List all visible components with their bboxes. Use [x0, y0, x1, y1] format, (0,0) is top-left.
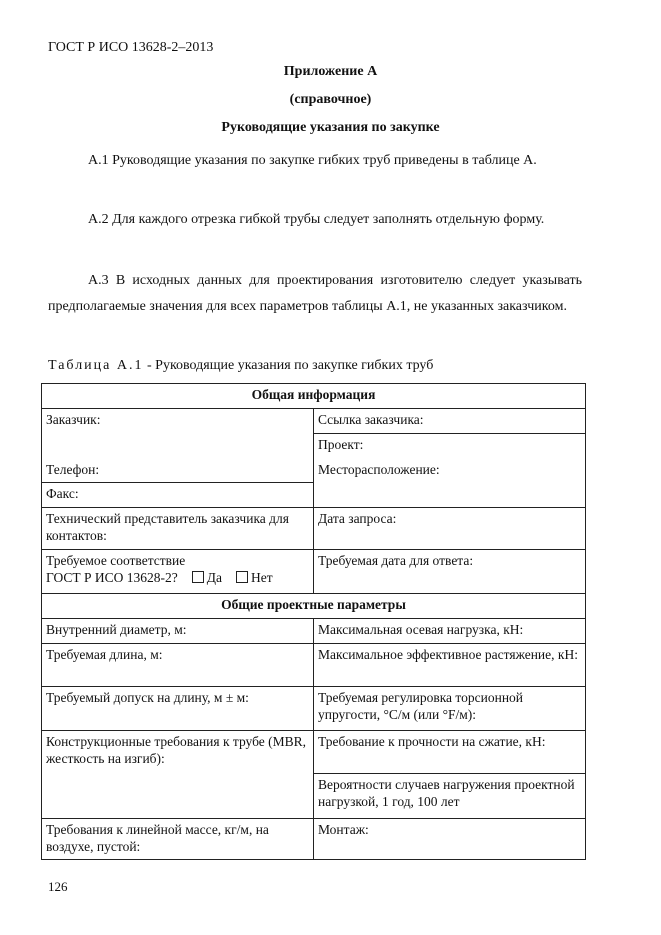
phone-cell: Телефон: [42, 459, 314, 483]
appendix-title: Приложение А [283, 64, 378, 79]
compliance-label: Требуемое соответствие [46, 553, 186, 568]
section-general-info: Общая информация [42, 384, 586, 409]
table-caption [48, 358, 433, 374]
project-cell: Проект: [314, 434, 586, 459]
inner-diameter-cell: Внутренний диаметр, м: [42, 619, 314, 644]
load-probability-cell: Вероятности случаев нагружения проектной нагрузкой, 1 год, 100 лет [314, 774, 586, 819]
max-axial-load-cell: Максимальная осевая нагрузка, кН: [314, 619, 586, 644]
customer-cell: Заказчик: [42, 409, 314, 459]
length-tolerance-cell: Требуемый допуск на длину, м ± м: [42, 687, 314, 731]
table-caption-prefix: Таблица А.1 [48, 358, 144, 373]
yes-checkbox[interactable] [192, 571, 204, 583]
no-label: Нет [250, 570, 273, 585]
section-design-params: Общие проектные параметры [42, 594, 586, 619]
paragraph-a2: А.2 Для каждого отрезка гибкой трубы следует заполнять отдельную форму. [88, 212, 545, 227]
max-effective-tension-cell: Максимальное эффективное растяжение, кН: [314, 644, 586, 687]
yes-label: Да [206, 570, 222, 585]
appendix-subtitle: (справочное) [289, 92, 372, 107]
location-cell: Месторасположение: [314, 459, 586, 508]
page-number: 126 [48, 879, 68, 894]
crush-strength-cell: Требование к прочности на сжатие, кН: [314, 731, 586, 774]
linear-mass-cell: Требования к линейной массе, кг/м, на воздухе, пустой: [42, 819, 314, 860]
table-caption-text: - Руководящие указания по закупке гибких труб [143, 358, 434, 373]
document-header: ГОСТ Р ИСО 13628-2–2013 [48, 40, 214, 55]
response-date-cell: Требуемая дата для ответа: [314, 550, 586, 594]
compliance-cell [42, 550, 314, 594]
required-length-cell: Требуемая длина, м: [42, 644, 314, 687]
appendix-heading: Руководящие указания по закупке [221, 120, 440, 135]
compliance-standard: ГОСТ Р ИСО 13628-2? [46, 570, 178, 585]
installation-cell: Монтаж: [314, 819, 586, 860]
structural-requirements-cell: Конструкционные требования к трубе (MBR, жесткость на изгиб): [42, 731, 314, 819]
procurement-table [41, 383, 586, 860]
paragraph-a1: А.1 Руководящие указания по закупке гибких труб приведены в таблице А. [88, 153, 537, 168]
customer-ref-cell: Ссылка заказчика: [314, 409, 586, 434]
no-checkbox[interactable] [236, 571, 248, 583]
paragraph-a3: А.3 В исходных данных для проектирования изготовителю следует указывать предполагаемые значения для всех параметров таблицы А.1, не указанных заказчиком. [48, 273, 582, 314]
tech-rep-cell: Технический представитель заказчика для контактов: [42, 508, 314, 550]
request-date-cell: Дата запроса: [314, 508, 586, 550]
torsional-balance-cell: Требуемая регулировка торсионной упругости, °С/м (или °F/м): [314, 687, 586, 731]
fax-cell: Факс: [42, 483, 314, 508]
